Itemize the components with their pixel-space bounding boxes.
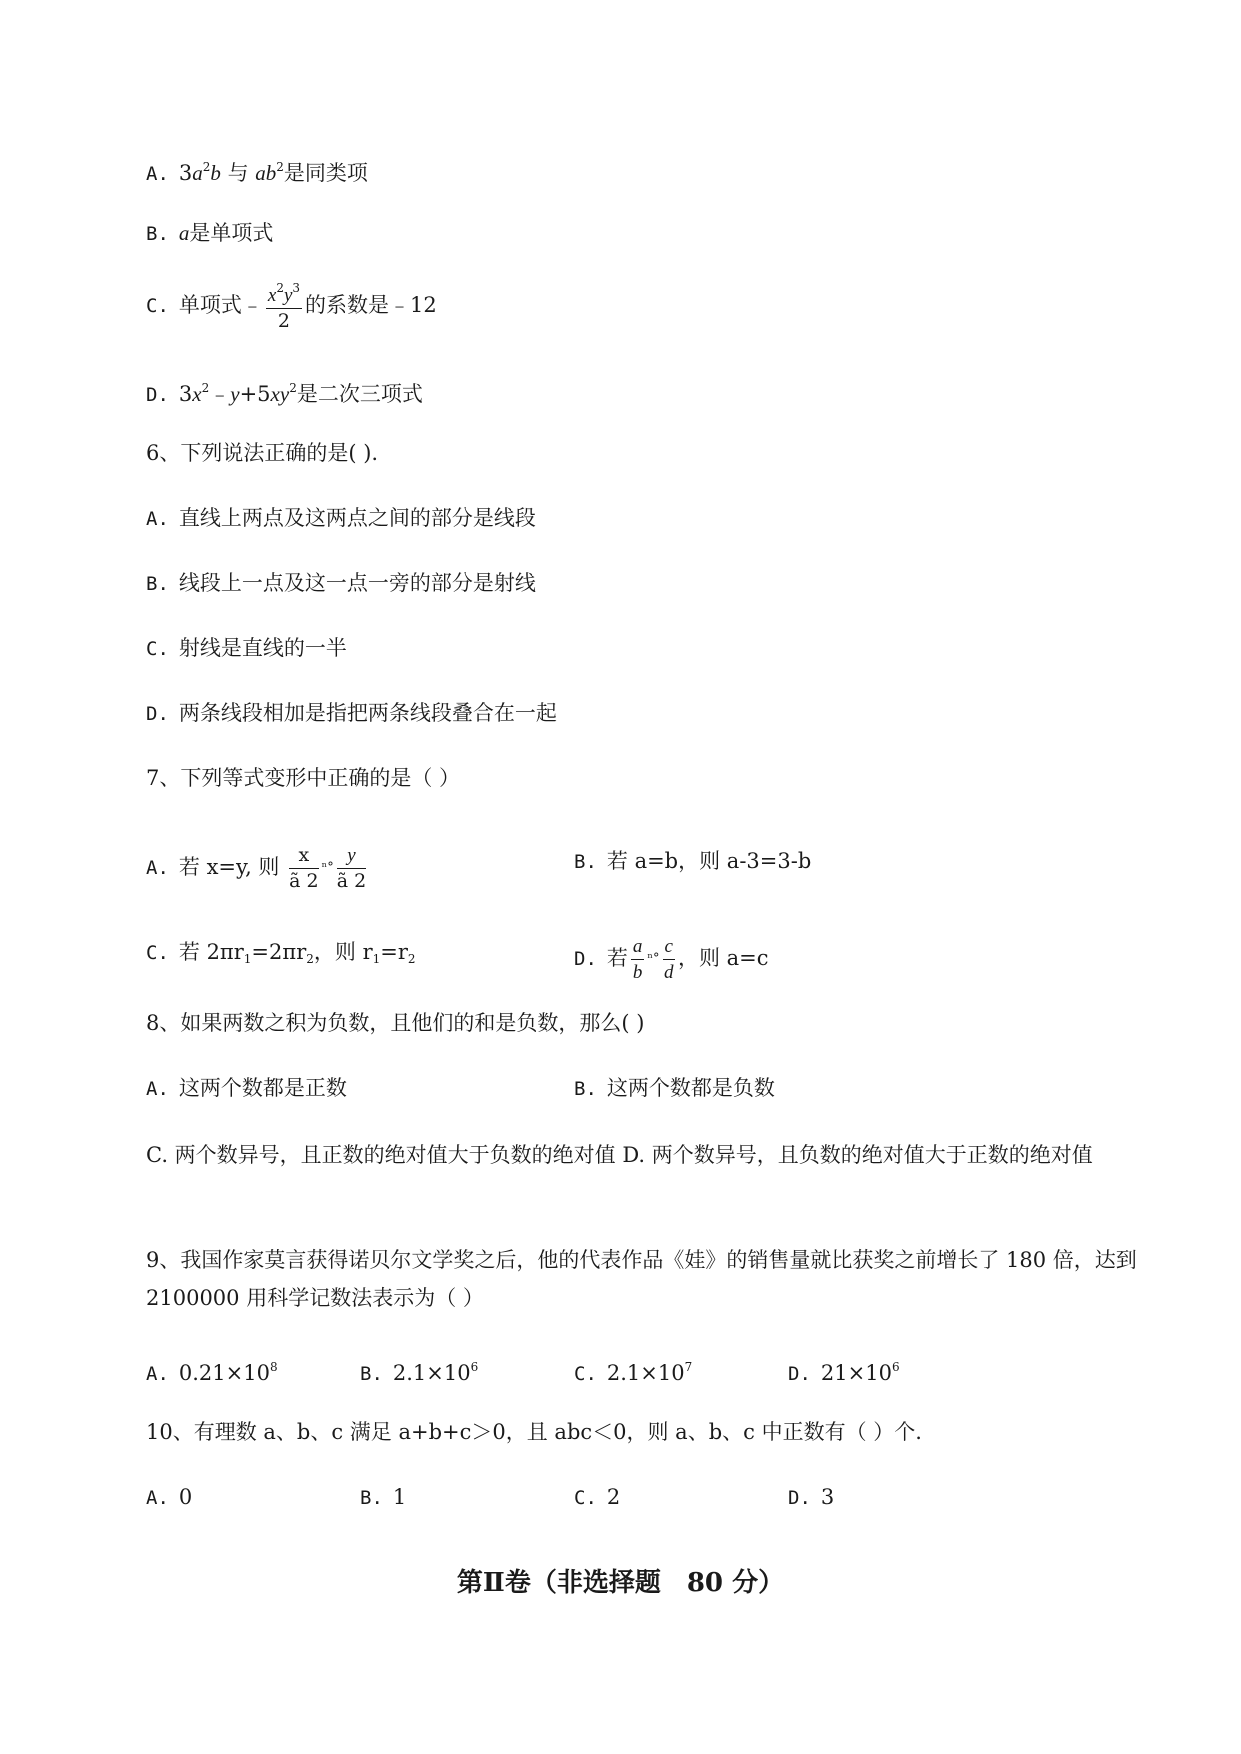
q9-option-a: A. $0.21\times 10^8$	[146, 1360, 278, 1385]
q9-stem: 9、我国作家莫言获得诺贝尔文学奖之后，他的代表作品《娃》的销售量就比获奖之前增长了 180 倍，达到 2100000 用科学记数法表示为（ ）	[146, 1248, 1137, 1310]
option-label: A.	[146, 163, 169, 185]
q10-stem: 10、有理数 a、b、c 满足 a+b+c＞0，且 abc＜0，则 a、b、c 中正数有（ ）个.	[146, 1420, 922, 1444]
section-title: 第Ⅱ卷（非选择题 80 分）	[456, 1568, 785, 1598]
q6-option-d: D. 两条线段相加是指把两条线段叠合在一起	[146, 701, 557, 725]
fraction: $\frac{c}{d}$	[663, 936, 674, 983]
fraction: $\frac{y}{ã 2}$	[336, 845, 367, 892]
q7-option-d: D. 若 $\frac{a}{b}$ ⁿ° $\frac{c}{d}$ ，则 a=c	[574, 936, 769, 983]
q10-option-d: D. 3	[788, 1485, 835, 1509]
option-label: D.	[146, 384, 169, 406]
q7-option-c: C. 若 $2\pi r_1=2\pi r_2$，则 $r_1=r_2$	[146, 940, 416, 966]
q9-options	[146, 1352, 900, 1389]
q5-option-b: B. a是单项式	[146, 221, 274, 245]
q6-option-a: A. 直线上两点及这两点之间的部分是线段	[146, 506, 536, 530]
q6-stem: 6、下列说法正确的是( ).	[146, 441, 379, 465]
fraction: $\frac{x}{ã 2}$	[289, 844, 319, 892]
q9-option-c: C. $2.1\times 10^7$	[574, 1360, 693, 1385]
q5-option-c: C. 单项式﹣ $\frac{x^2y^3}{2}$ 的系数是﹣12	[146, 281, 437, 332]
q9-option-d: D. $21\times 10^6$	[788, 1360, 900, 1385]
q8-option-a: A. 这两个数都是正数	[146, 1076, 347, 1100]
q7-option-b: B. 若 a=b，则 a-3=3-b	[574, 849, 812, 873]
q7-stem: 7、下列等式变形中正确的是（ ）	[146, 766, 461, 790]
q8-stem: 8、如果两数之积为负数，且他们的和是负数，那么( )	[146, 1011, 645, 1035]
q5-option-a: A. $3a^2b$ 与 $ab^2$是同类项	[146, 160, 368, 185]
q10-option-a: A. 0	[146, 1485, 193, 1509]
q9-option-b: B. $2.1\times 10^6$	[360, 1360, 479, 1385]
q10-options	[146, 1482, 834, 1513]
q10-option-b: B. 1	[360, 1485, 407, 1509]
q5-option-d: D. $3x^2﹣y+5xy^2$是二次三项式	[146, 381, 423, 406]
fraction: $\frac{a}{b}$	[632, 936, 643, 983]
q8-option-b: B. 这两个数都是负数	[574, 1076, 775, 1100]
q6-option-b: B. 线段上一点及这一点一旁的部分是射线	[146, 571, 536, 595]
q7-option-a: A. 若 x=y, 则 $\frac{x}{ã 2}$ ⁿ° $\frac{y}{ã 2}$	[146, 844, 367, 892]
q10-option-c: C. 2	[574, 1485, 621, 1509]
option-label: B.	[146, 223, 169, 245]
fraction: $\frac{x^2y^3}{2}$	[267, 281, 301, 332]
option-label: C.	[146, 295, 169, 317]
q8-option-cd: C. 两个数异号，且正数的绝对值大于负数的绝对值 D. 两个数异号，且负数的绝对值大于正数的绝对值	[146, 1143, 1093, 1167]
q6-option-c: C. 射线是直线的一半	[146, 636, 347, 660]
